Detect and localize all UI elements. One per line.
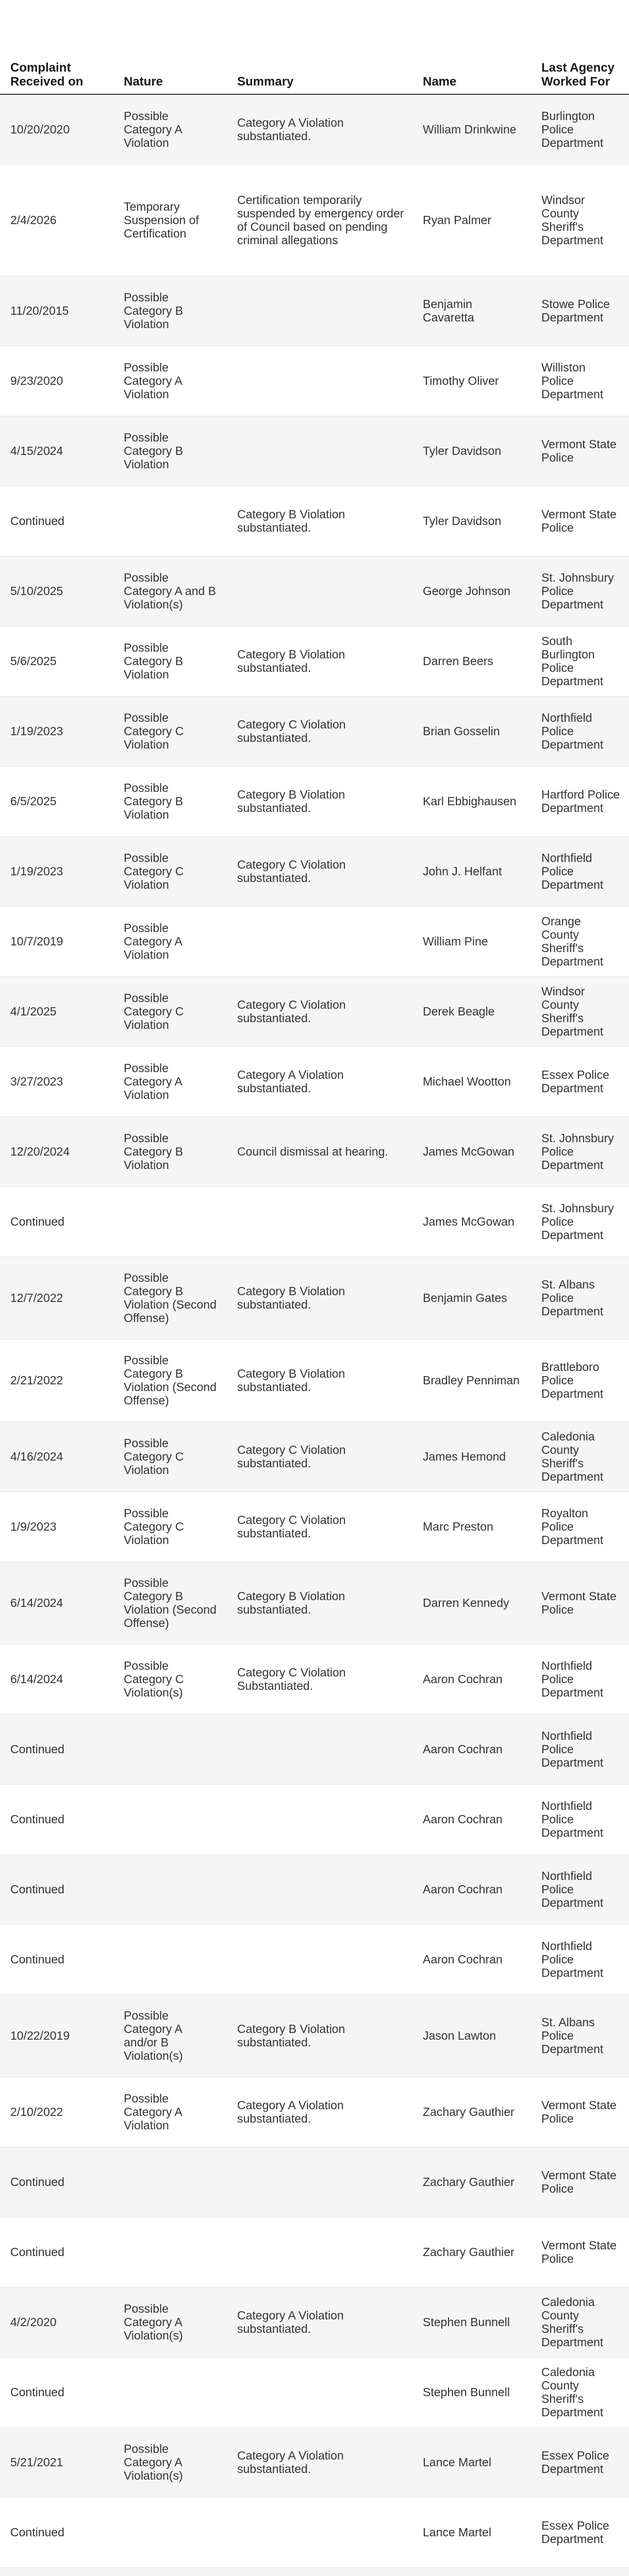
cell-nature: Possible Category B Violation <box>113 626 227 696</box>
cell-summary: Category B Violation substantiated. <box>227 1562 412 1644</box>
cell-summary <box>227 1924 412 1994</box>
cell-nature <box>113 1187 227 1257</box>
cell-summary <box>227 2567 412 2576</box>
cell-nature: Possible Category A Violation <box>113 2077 227 2147</box>
cell-date: 1/19/2023 <box>0 836 113 906</box>
table-row <box>0 696 629 766</box>
cell-date: 2/21/2022 <box>0 1339 113 1421</box>
cell-name: Aaron Cochran <box>412 1644 531 1714</box>
cell-name: Michael Wootton <box>412 1046 531 1116</box>
cell-nature: Possible Category A Violation(s) <box>113 2287 227 2357</box>
cell-name: Aaron Cochran <box>412 1854 531 1924</box>
cell-agency: Vermont State Police <box>531 1562 629 1644</box>
cell-summary: Category B Violation substantiated. <box>227 766 412 836</box>
cell-date: 4/15/2024 <box>0 416 113 486</box>
cell-agency: Northfield Police Department <box>531 1714 629 1784</box>
cell-agency: Brattleboro Police Department <box>531 1339 629 1421</box>
cell-nature <box>113 2217 227 2287</box>
cell-nature: Possible Category C Violation <box>113 836 227 906</box>
header-row <box>0 0 629 94</box>
table-row <box>0 276 629 346</box>
cell-name: Benjamin Gates <box>412 1257 531 1339</box>
cell-name: Darren Kennedy <box>412 1562 531 1644</box>
cell-name: Ryan Palmer <box>412 164 531 276</box>
cell-agency: South Burlington Police Department <box>531 626 629 696</box>
cell-date: 4/16/2024 <box>0 1421 113 1492</box>
cell-agency: Orange County Sheriff's Department <box>531 906 629 976</box>
cell-agency: Essex Police Department <box>531 2497 629 2567</box>
cell-agency <box>531 2567 629 2576</box>
cell-nature: Possible Category A Violation <box>113 346 227 416</box>
table-row <box>0 164 629 276</box>
table-row <box>0 1421 629 1492</box>
cell-name: Karl Ebbighausen <box>412 766 531 836</box>
cell-summary: Category A Violation substantiated. <box>227 2427 412 2497</box>
cell-agency: Caledonia County Sheriff's Department <box>531 2287 629 2357</box>
cell-date: Continued <box>0 1784 113 1854</box>
cell-date: Continued <box>0 2217 113 2287</box>
table-row <box>0 1924 629 1994</box>
cell-date: 2/4/2026 <box>0 164 113 276</box>
cell-summary: Certification temporarily suspended by emergency order of Council based on pending criminal allegations <box>227 164 412 276</box>
table-row <box>0 1257 629 1339</box>
cell-summary: Category B Violation substantiated. <box>227 486 412 556</box>
table-row <box>0 2217 629 2287</box>
cell-summary <box>227 1714 412 1784</box>
cell-name <box>412 2567 531 2576</box>
cell-agency: Essex Police Department <box>531 1046 629 1116</box>
table-row <box>0 836 629 906</box>
cell-agency: Essex Police Department <box>531 2427 629 2497</box>
cell-agency: Windsor County Sheriff's Department <box>531 164 629 276</box>
cell-agency: Northfield Police Department <box>531 1784 629 1854</box>
cell-nature <box>113 486 227 556</box>
cell-nature: Possible Category A Violation <box>113 906 227 976</box>
table-row <box>0 486 629 556</box>
cell-date: Continued <box>0 2497 113 2567</box>
column-header-complaint-received[interactable]: Complaint Received on <box>0 0 113 94</box>
cell-agency: Vermont State Police <box>531 2217 629 2287</box>
cell-date: 1/19/2023 <box>0 696 113 766</box>
cell-date: 10/22/2019 <box>0 1994 113 2077</box>
cell-date: 11/20/2015 <box>0 276 113 346</box>
cell-nature: Possible Category B Violation (Second Offense) <box>113 1562 227 1644</box>
cell-date <box>0 2567 113 2576</box>
cell-nature: Temporary Suspension of Certification <box>113 164 227 276</box>
cell-nature: Possible Category A Violation <box>113 94 227 164</box>
cell-summary <box>227 1187 412 1257</box>
cell-name: William Pine <box>412 906 531 976</box>
cell-nature: Possible Category B Violation (Second Offense) <box>113 1339 227 1421</box>
cell-nature: Possible Category A and/or B Violation(s) <box>113 1994 227 2077</box>
cell-date: 6/14/2024 <box>0 1562 113 1644</box>
cell-nature <box>113 2357 227 2427</box>
cell-nature: Possible Category B Violation <box>113 276 227 346</box>
table-row <box>0 766 629 836</box>
cell-agency: Williston Police Department <box>531 346 629 416</box>
cell-agency: Northfield Police Department <box>531 1854 629 1924</box>
table-row <box>0 416 629 486</box>
table-row <box>0 1116 629 1187</box>
table-row <box>0 2427 629 2497</box>
cell-date: 6/5/2025 <box>0 766 113 836</box>
cell-date: 1/9/2023 <box>0 1492 113 1562</box>
cell-nature: Possible Category B Violation (Second Offense) <box>113 1257 227 1339</box>
cell-name: George Johnson <box>412 556 531 626</box>
cell-summary <box>227 2147 412 2217</box>
cell-name: James Hemond <box>412 1421 531 1492</box>
cell-nature <box>113 2147 227 2217</box>
table-row <box>0 2497 629 2567</box>
cell-agency: Caledonia County Sheriff's Department <box>531 2357 629 2427</box>
cell-summary: Category A Violation substantiated. <box>227 1046 412 1116</box>
cell-summary: Category A Violation substantiated. <box>227 94 412 164</box>
cell-date: 4/2/2020 <box>0 2287 113 2357</box>
cell-nature: Possible Category C Violation <box>113 1492 227 1562</box>
cell-summary <box>227 1784 412 1854</box>
cell-agency: St. Johnsbury Police Department <box>531 1187 629 1257</box>
cell-agency: Vermont State Police <box>531 2077 629 2147</box>
cell-summary <box>227 346 412 416</box>
cell-summary: Council dismissal at hearing. <box>227 1116 412 1187</box>
table-row <box>0 1046 629 1116</box>
table-row <box>0 906 629 976</box>
table-row <box>0 556 629 626</box>
cell-date: 5/21/2021 <box>0 2427 113 2497</box>
cell-nature: Possible Category C Violation <box>113 1421 227 1492</box>
cell-name: Derek Beagle <box>412 976 531 1046</box>
cell-date: Continued <box>0 1854 113 1924</box>
cell-nature: Possible Category C Violation <box>113 976 227 1046</box>
cell-date: Continued <box>0 2357 113 2427</box>
cell-nature <box>113 1854 227 1924</box>
cell-name: Bradley Penniman <box>412 1339 531 1421</box>
cell-agency: Northfield Police Department <box>531 696 629 766</box>
cell-date: Continued <box>0 1924 113 1994</box>
cell-agency: Burlington Police Department <box>531 94 629 164</box>
cell-name: Timothy Oliver <box>412 346 531 416</box>
cell-date: 5/6/2025 <box>0 626 113 696</box>
column-header-nature[interactable]: Nature <box>113 0 227 94</box>
cell-date: 12/7/2022 <box>0 1257 113 1339</box>
cell-name: Tyler Davidson <box>412 486 531 556</box>
cell-summary <box>227 2357 412 2427</box>
cell-nature: Possible Category B Violation <box>113 1116 227 1187</box>
table-body <box>0 94 629 2576</box>
column-header-summary[interactable]: Summary <box>227 0 412 94</box>
cell-agency: St. Albans Police Department <box>531 1994 629 2077</box>
cell-nature <box>113 2497 227 2567</box>
cell-name: Tyler Davidson <box>412 416 531 486</box>
cell-name: Zachary Gauthier <box>412 2147 531 2217</box>
cell-nature: Possible Category B Violation <box>113 766 227 836</box>
cell-date: 10/20/2020 <box>0 94 113 164</box>
cell-date: 9/23/2020 <box>0 346 113 416</box>
cell-agency: Vermont State Police <box>531 486 629 556</box>
cell-agency: Hartford Police Department <box>531 766 629 836</box>
table-row <box>0 1784 629 1854</box>
cell-date: 12/20/2024 <box>0 1116 113 1187</box>
cell-nature: Possible Category B Violation <box>113 416 227 486</box>
cell-name: Stephen Bunnell <box>412 2357 531 2427</box>
cell-summary: Category C Violation substantiated. <box>227 696 412 766</box>
table-row <box>0 1187 629 1257</box>
column-header-agency[interactable]: Last Agency Worked For <box>531 0 629 94</box>
cell-agency: Caledonia County Sheriff's Department <box>531 1421 629 1492</box>
table-row <box>0 1339 629 1421</box>
cell-nature: Possible Category A and B Violation(s) <box>113 556 227 626</box>
column-header-name[interactable]: Name <box>412 0 531 94</box>
cell-summary: Category C Violation substantiated. <box>227 836 412 906</box>
table-row <box>0 2077 629 2147</box>
cell-agency: Windsor County Sheriff's Department <box>531 976 629 1046</box>
cell-name: William Drinkwine <box>412 94 531 164</box>
cell-name: Darren Beers <box>412 626 531 696</box>
cell-nature: Possible Category A Violation <box>113 1046 227 1116</box>
cell-agency: Northfield Police Department <box>531 1924 629 1994</box>
table-row <box>0 346 629 416</box>
cell-nature: Possible Category C Violation(s) <box>113 1644 227 1714</box>
cell-name: John J. Helfant <box>412 836 531 906</box>
cell-summary <box>227 1854 412 1924</box>
cell-name: Zachary Gauthier <box>412 2217 531 2287</box>
cell-summary <box>227 416 412 486</box>
cell-name: Stephen Bunnell <box>412 2287 531 2357</box>
table-header <box>0 0 629 94</box>
cell-agency: Stowe Police Department <box>531 276 629 346</box>
cell-nature <box>113 1784 227 1854</box>
cell-agency: Vermont State Police <box>531 2147 629 2217</box>
table-row <box>0 2357 629 2427</box>
cell-nature: Possible Category C Violation <box>113 696 227 766</box>
table-row <box>0 2287 629 2357</box>
cell-date: Continued <box>0 1187 113 1257</box>
table-row <box>0 94 629 164</box>
cell-summary: Category A Violation substantiated. <box>227 2077 412 2147</box>
cell-summary <box>227 2497 412 2567</box>
cell-name: Lance Martel <box>412 2427 531 2497</box>
cell-agency: St. Albans Police Department <box>531 1257 629 1339</box>
table-row <box>0 1714 629 1784</box>
cell-date: Continued <box>0 486 113 556</box>
table-row <box>0 2147 629 2217</box>
cell-date: 4/1/2025 <box>0 976 113 1046</box>
cell-summary <box>227 906 412 976</box>
cell-name: Aaron Cochran <box>412 1714 531 1784</box>
cell-name: Marc Preston <box>412 1492 531 1562</box>
cell-summary: Category B Violation substantiated. <box>227 1339 412 1421</box>
cell-agency: Northfield Police Department <box>531 836 629 906</box>
cell-summary <box>227 556 412 626</box>
cell-summary: Category B Violation substantiated. <box>227 1257 412 1339</box>
cell-nature <box>113 1714 227 1784</box>
cell-name: Benjamin Cavaretta <box>412 276 531 346</box>
cell-summary <box>227 2217 412 2287</box>
cell-summary: Category C Violation substantiated. <box>227 1492 412 1562</box>
cell-date: Continued <box>0 1714 113 1784</box>
table-row <box>0 1492 629 1562</box>
cell-nature <box>113 2567 227 2576</box>
cell-name: Aaron Cochran <box>412 1924 531 1994</box>
cell-summary: Category C Violation Substantiated. <box>227 1644 412 1714</box>
cell-name: Aaron Cochran <box>412 1784 531 1854</box>
cell-name: James McGowan <box>412 1187 531 1257</box>
cell-date: 2/10/2022 <box>0 2077 113 2147</box>
cell-summary: Category A Violation substantiated. <box>227 2287 412 2357</box>
cell-agency: Royalton Police Department <box>531 1492 629 1562</box>
table-row <box>0 976 629 1046</box>
cell-summary: Category C Violation substantiated. <box>227 1421 412 1492</box>
table-row <box>0 1644 629 1714</box>
table-row <box>0 1562 629 1644</box>
cell-date: 6/14/2024 <box>0 1644 113 1714</box>
cell-name: Jason Lawton <box>412 1994 531 2077</box>
cell-agency: St. Johnsbury Police Department <box>531 556 629 626</box>
cell-name: Lance Martel <box>412 2497 531 2567</box>
cell-name: Zachary Gauthier <box>412 2077 531 2147</box>
cell-name: Brian Gosselin <box>412 696 531 766</box>
table-row <box>0 626 629 696</box>
cell-summary: Category C Violation substantiated. <box>227 976 412 1046</box>
table-row <box>0 1854 629 1924</box>
cell-agency: Vermont State Police <box>531 416 629 486</box>
cell-agency: Northfield Police Department <box>531 1644 629 1714</box>
cell-name: James McGowan <box>412 1116 531 1187</box>
cell-nature <box>113 1924 227 1994</box>
cell-summary: Category B Violation substantiated. <box>227 1994 412 2077</box>
table-row <box>0 2567 629 2576</box>
cell-date: 10/7/2019 <box>0 906 113 976</box>
cell-summary <box>227 276 412 346</box>
cell-date: 3/27/2023 <box>0 1046 113 1116</box>
table-row <box>0 1994 629 2077</box>
cell-summary: Category B Violation substantiated. <box>227 626 412 696</box>
cell-nature: Possible Category A Violation(s) <box>113 2427 227 2497</box>
cell-agency: St. Johnsbury Police Department <box>531 1116 629 1187</box>
cell-date: 5/10/2025 <box>0 556 113 626</box>
cell-date: Continued <box>0 2147 113 2217</box>
